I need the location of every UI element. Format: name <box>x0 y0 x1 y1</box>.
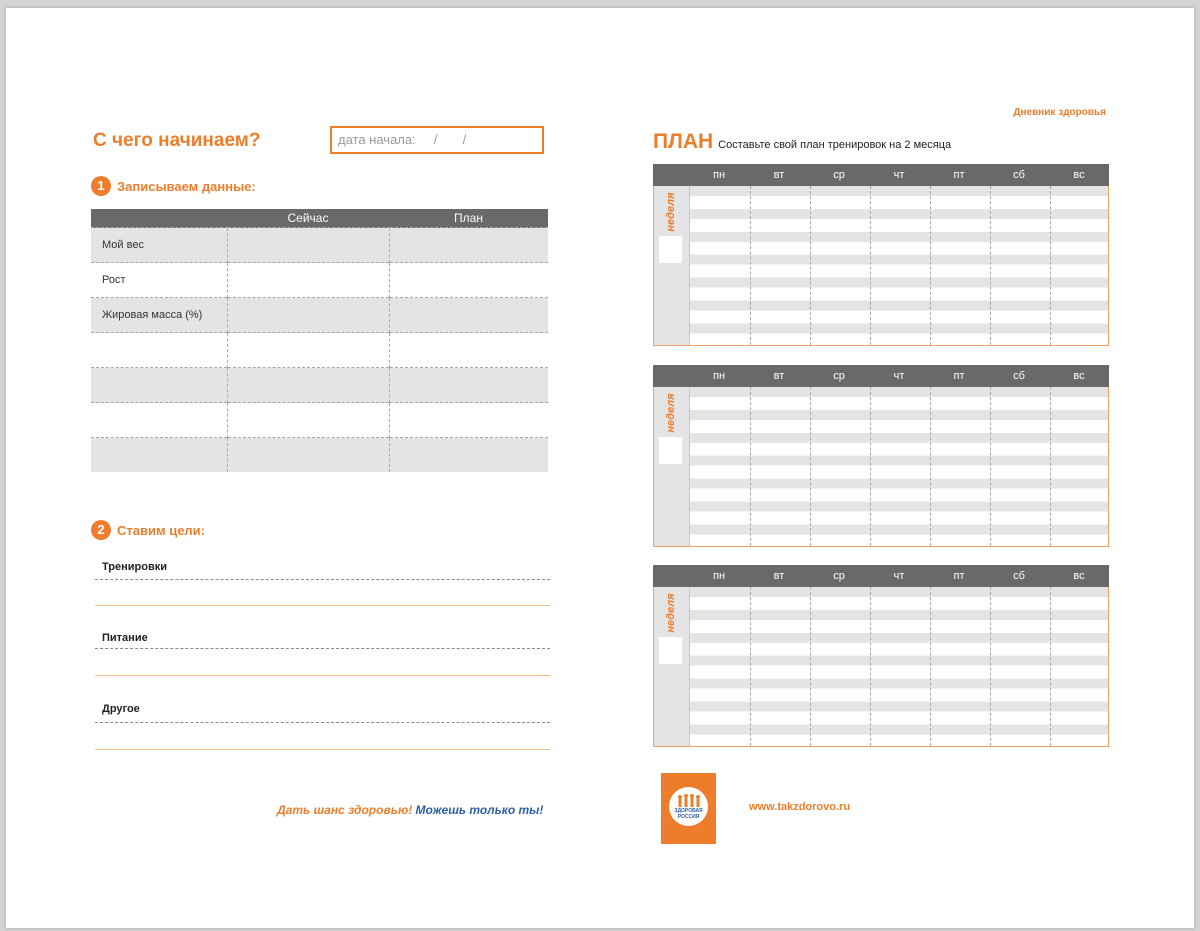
day-label-sun: вс <box>1073 370 1085 382</box>
diary-label: Дневник здоровья <box>1013 107 1106 118</box>
table-header-row <box>91 209 548 228</box>
week-label-column <box>654 186 690 345</box>
day-label-sat: сб <box>1013 370 1025 382</box>
slogan-part-2: Можешь только ты! <box>415 803 544 817</box>
day-label-tue: вт <box>773 370 785 382</box>
week-label: неделя <box>665 393 677 433</box>
plan-value-cell[interactable] <box>389 333 548 368</box>
table-row <box>91 298 548 333</box>
table-header-cell <box>91 209 227 228</box>
day-label-tue: вт <box>773 570 785 582</box>
people-icon <box>676 794 702 808</box>
goal-underline <box>95 605 550 606</box>
week-schedule-grid[interactable] <box>690 186 1108 345</box>
goal-label-training: Тренировки <box>102 561 168 573</box>
row-label: Мой вес <box>91 228 227 263</box>
week-schedule-grid[interactable] <box>690 587 1108 746</box>
table-header-cell: Сейчас <box>227 209 389 228</box>
goal-underline <box>95 749 550 750</box>
day-label-fri: пт <box>953 169 965 181</box>
day-label-thu: чт <box>893 570 905 582</box>
plan-value-cell[interactable] <box>389 368 548 403</box>
week-number-box[interactable] <box>659 437 682 464</box>
table-header-cell: План <box>389 209 548 228</box>
current-value-cell[interactable] <box>227 228 389 263</box>
section-1-title <box>91 176 256 196</box>
week-label: неделя <box>665 192 677 232</box>
week-body <box>653 387 1109 547</box>
day-label-sun: вс <box>1073 570 1085 582</box>
week-number-box[interactable] <box>659 637 682 664</box>
row-label[interactable] <box>91 368 227 403</box>
day-label-fri: пт <box>953 570 965 582</box>
start-date-field[interactable]: дата начала: / / <box>330 126 544 154</box>
section-2-number: 2 <box>91 520 111 540</box>
section-2-title <box>91 520 205 540</box>
day-label-thu: чт <box>893 169 905 181</box>
website-link[interactable]: www.takzdorovo.ru <box>749 801 851 813</box>
day-label-sat: сб <box>1013 169 1025 181</box>
document-page <box>6 8 1194 928</box>
table-row <box>91 438 548 473</box>
week-schedule-grid[interactable] <box>690 387 1108 546</box>
current-value-cell[interactable] <box>227 333 389 368</box>
goal-underline <box>95 675 550 676</box>
day-label-mon: пн <box>712 570 726 582</box>
week-label-column <box>654 587 690 746</box>
slogan <box>277 803 543 817</box>
plan-heading <box>653 130 951 154</box>
week-body <box>653 587 1109 747</box>
week-header <box>653 365 1109 387</box>
row-label: Жировая масса (%) <box>91 298 227 333</box>
week-grid-3 <box>653 565 1109 747</box>
week-body <box>653 186 1109 346</box>
current-value-cell[interactable] <box>227 438 389 473</box>
week-header <box>653 164 1109 186</box>
row-label[interactable] <box>91 438 227 473</box>
day-label-tue: вт <box>773 169 785 181</box>
section-1-label: Записываем данные: <box>117 178 256 194</box>
table-row <box>91 403 548 438</box>
week-number-box[interactable] <box>659 236 682 263</box>
plan-value-cell[interactable] <box>389 263 548 298</box>
goal-line-training[interactable] <box>95 579 550 580</box>
row-label[interactable] <box>91 333 227 368</box>
zdorovaya-rossiya-logo <box>661 773 716 844</box>
row-label: Рост <box>91 263 227 298</box>
section-1-number: 1 <box>91 176 111 196</box>
plan-subtitle: Составьте свой план тренировок на 2 месяца <box>718 139 952 151</box>
week-grid-1 <box>653 164 1109 346</box>
goal-label-other: Другое <box>102 703 140 715</box>
table-row <box>91 228 548 263</box>
day-label-sun: вс <box>1073 169 1085 181</box>
slogan-part-1: Дать шанс здоровью! <box>277 803 413 817</box>
day-label-wed: ср <box>833 169 845 181</box>
goal-label-nutrition: Питание <box>102 632 148 644</box>
day-label-wed: ср <box>833 370 845 382</box>
day-label-thu: чт <box>893 370 905 382</box>
week-label-column <box>654 387 690 546</box>
goal-line-nutrition[interactable] <box>95 648 550 649</box>
row-label[interactable] <box>91 403 227 438</box>
week-grid-2 <box>653 365 1109 547</box>
logo-text: ЗДОРОВАЯ РОССИЯ <box>674 807 703 820</box>
plan-value-cell[interactable] <box>389 298 548 333</box>
week-header <box>653 565 1109 587</box>
day-label-mon: пн <box>712 169 726 181</box>
section-2-label: Ставим цели: <box>117 522 205 538</box>
plan-value-cell[interactable] <box>389 228 548 263</box>
page-title: С чего начинаем? <box>93 130 261 151</box>
current-value-cell[interactable] <box>227 403 389 438</box>
current-value-cell[interactable] <box>227 263 389 298</box>
day-label-fri: пт <box>953 370 965 382</box>
current-value-cell[interactable] <box>227 368 389 403</box>
week-label: неделя <box>665 593 677 633</box>
day-label-mon: пн <box>712 370 726 382</box>
logo-emblem-icon <box>669 787 708 826</box>
day-label-sat: сб <box>1013 570 1025 582</box>
measurements-table <box>91 209 548 472</box>
table-row <box>91 333 548 368</box>
plan-value-cell[interactable] <box>389 438 548 473</box>
plan-value-cell[interactable] <box>389 403 548 438</box>
plan-title: ПЛАН <box>653 130 714 153</box>
goal-line-other[interactable] <box>95 722 550 723</box>
table-row <box>91 263 548 298</box>
current-value-cell[interactable] <box>227 298 389 333</box>
day-label-wed: ср <box>833 570 845 582</box>
table-row <box>91 368 548 403</box>
